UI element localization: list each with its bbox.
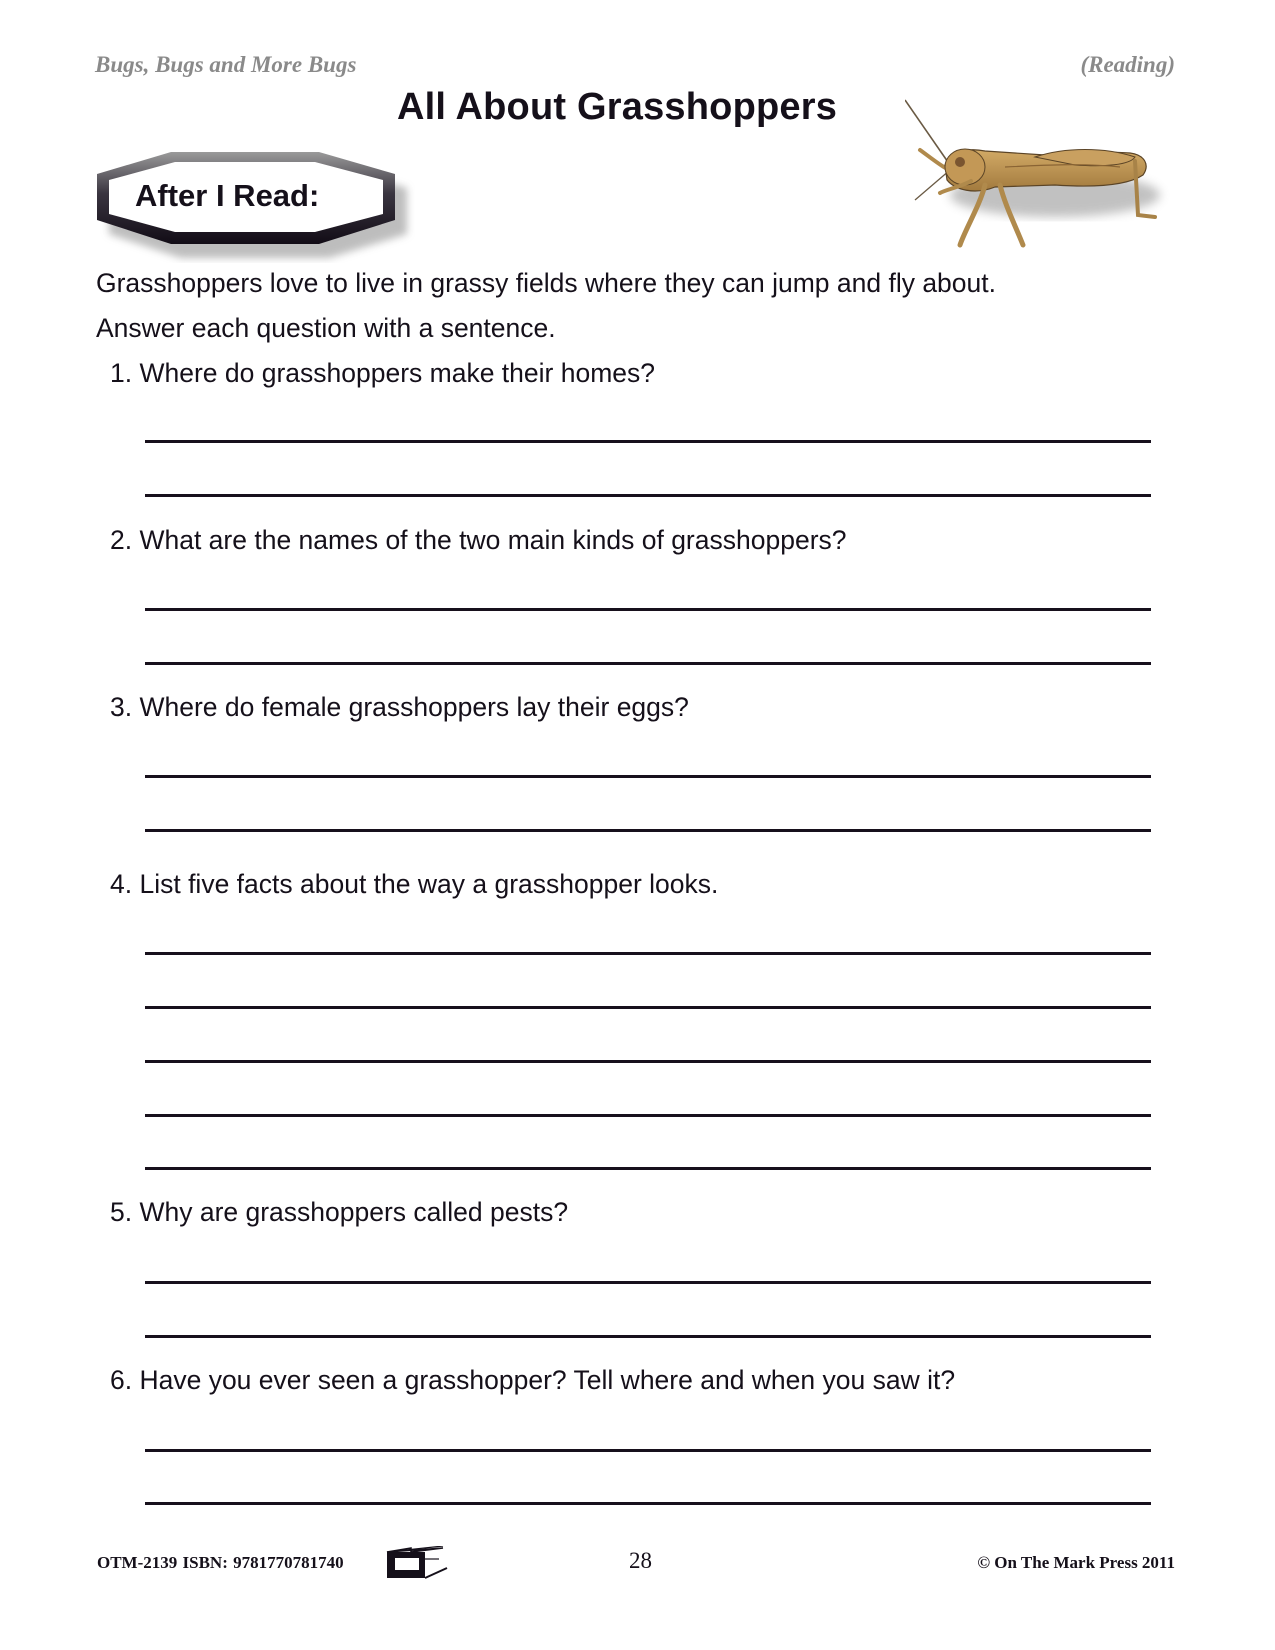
answer-line[interactable] [145,1167,1151,1170]
page-number: 28 [629,1548,652,1573]
question-4: 4. List five facts about the way a grasshopper looks. [110,869,719,899]
answer-line[interactable] [145,775,1151,778]
answer-line[interactable] [145,952,1151,955]
grasshopper-icon [905,95,1170,260]
question-6: 6. Have you ever seen a grasshopper? Tell where and when you saw it? [110,1365,956,1395]
answer-line[interactable] [145,662,1151,665]
question-2: 2. What are the names of the two main kinds of grasshoppers? [110,525,847,555]
answer-line[interactable] [145,1449,1151,1452]
answer-line[interactable] [145,494,1151,497]
badge-label: After I Read: [135,178,320,213]
answer-line[interactable] [145,1502,1151,1505]
answer-line[interactable] [145,829,1151,832]
answer-line[interactable] [145,1060,1151,1063]
question-1: 1. Where do grasshoppers make their homes? [110,358,655,388]
answer-line[interactable] [145,440,1151,443]
intro-line-1: Grasshoppers love to live in grassy fields where they can jump and fly about. [96,268,996,298]
section-label: (Reading) [1080,52,1175,77]
intro-instructions: Answer each question with a sentence. [96,313,556,343]
answer-line[interactable] [145,1114,1151,1117]
page-title: All About Grasshoppers [397,86,838,128]
question-5: 5. Why are grasshoppers called pests? [110,1197,569,1227]
answer-line[interactable] [145,1281,1151,1284]
answer-line[interactable] [145,1006,1151,1009]
question-3: 3. Where do female grasshoppers lay their eggs? [110,692,689,722]
paper-stack-icon [383,1546,453,1582]
after-i-read-badge [95,148,400,252]
answer-line[interactable] [145,1335,1151,1338]
answer-line[interactable] [145,608,1151,611]
book-title: Bugs, Bugs and More Bugs [95,52,357,77]
grasshopper-illustration [905,95,1170,260]
footer-isbn: OTM-2139 ISBN: 9781770781740 [97,1553,344,1572]
footer-copyright: © On The Mark Press 2011 [977,1553,1175,1572]
